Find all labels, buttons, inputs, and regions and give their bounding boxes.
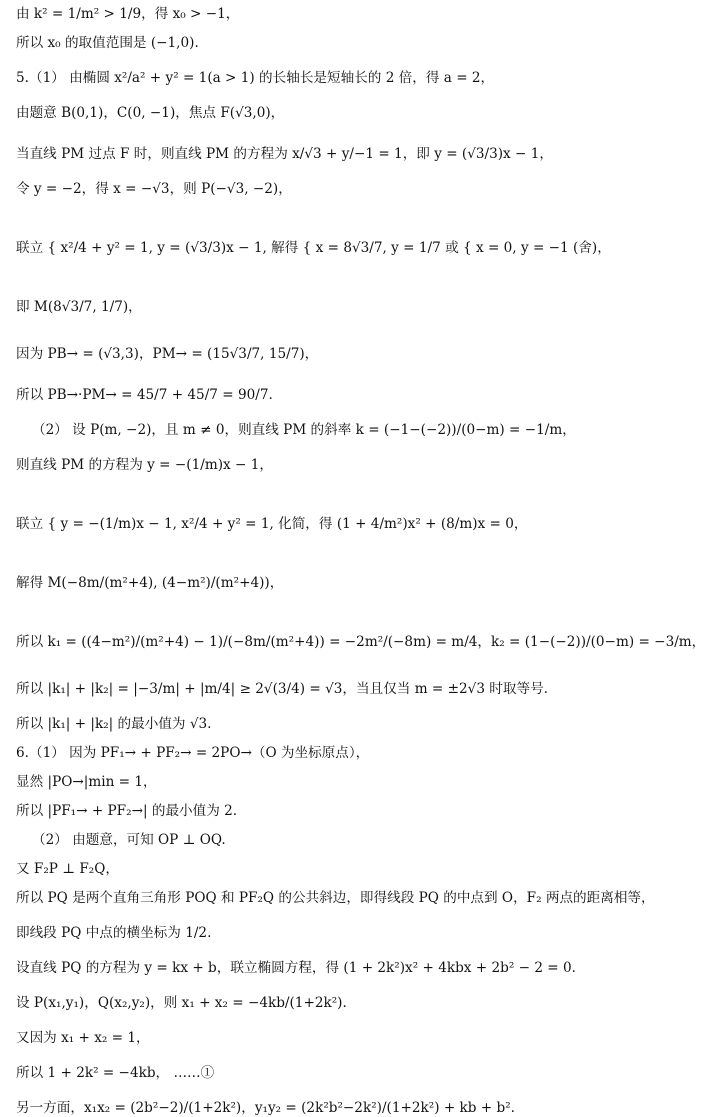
text-line-12: 则直线 PM 的方程为 y = −(1/m)x − 1， (16, 456, 273, 473)
text-line-2: 所以 x₀ 的取值范围是 (−1,0). (16, 34, 199, 51)
text-line-27: 又因为 x₁ + x₂ = 1， (16, 1029, 150, 1046)
text-line-1: 由 k² = 1/m² > 1/9，得 x₀ > −1， (16, 6, 240, 22)
text-line-17: 所以 |k₁| + |k₂| 的最小值为 √3. (16, 715, 212, 732)
text-line-24: 即线段 PQ 中点的横坐标为 1/2. (16, 924, 212, 941)
text-line-15: 所以 k₁ = ((4−m²)/(m²+4) − 1)/(−8m/(m²+4)) = −2m²/(−8m) = m/4，k₂ = (1−(−2))/(0−m) = −3/m， (16, 633, 705, 650)
text-line-19: 显然 |PO→|min = 1， (16, 773, 157, 790)
text-line-28: 所以 1 + 2k² = −4kb， ……① (16, 1064, 215, 1081)
text-line-9: 因为 PB→ = (√3,3)，PM→ = (15√3/7, 15/7)， (16, 345, 319, 362)
text-line-10: 所以 PB→·PM→ = 45/7 + 45/7 = 90/7. (16, 386, 273, 403)
text-line-25: 设直线 PQ 的方程为 y = kx + b，联立椭圆方程，得 (1 + 2k²)x² + 4kbx + 2b² − 2 = 0. (16, 959, 576, 976)
text-line-3: 5.（1） 由椭圆 x²/a² + y² = 1(a > 1) 的长轴长是短轴长的 2 倍，得 a = 2， (16, 69, 495, 86)
text-line-4: 由题意 B(0,1)，C(0, −1)，焦点 F(√3,0)， (16, 104, 285, 121)
text-line-16: 所以 |k₁| + |k₂| = |−3/m| + |m/4| ≥ 2√(3/4) = √3，当且仅当 m = ±2√3 时取等号. (16, 680, 548, 697)
text-line-5: 当直线 PM 过点 F 时，则直线 PM 的方程为 x/√3 + y/−1 = 1，即 y = (√3/3)x − 1， (16, 145, 553, 162)
text-line-14: 解得 M(−8m/(m²+4), (4−m²)/(m²+4))， (16, 574, 284, 591)
text-line-13: 联立 { y = −(1/m)x − 1, x²/4 + y² = 1, 化简，得 (1 + 4/m²)x² + (8/m)x = 0， (16, 515, 528, 532)
text-line-22: 又 F₂P ⊥ F₂Q， (16, 860, 119, 877)
text-line-6: 令 y = −2，得 x = −√3，则 P(−√3, −2)， (16, 180, 292, 197)
text-line-29: 另一方面，x₁x₂ = (2b²−2)/(1+2k²)，y₁y₂ = (2k²b²−2k²)/(1+2k²) + kb + b². (16, 1099, 515, 1116)
text-line-7: 联立 { x²/4 + y² = 1, y = (√3/3)x − 1, 解得 { x = 8√3/7, y = 1/7 或 { x = 0, y = −1 (舍)， (16, 239, 611, 256)
text-line-18: 6.（1） 因为 PF₁→ + PF₂→ = 2PO→（O 为坐标原点）， (16, 744, 370, 761)
text-line-11: （2） 设 P(m, −2)，且 m ≠ 0，则直线 PM 的斜率 k = (−1−(−2))/(0−m) = −1/m， (32, 421, 576, 438)
text-line-8: 即 M(8√3/7, 1/7)， (16, 298, 142, 315)
text-line-26: 设 P(x₁,y₁)，Q(x₂,y₂)，则 x₁ + x₂ = −4kb/(1+2k²). (16, 994, 347, 1011)
text-line-20: 所以 |PF₁→ + PF₂→| 的最小值为 2. (16, 802, 238, 819)
text-line-23: 所以 PQ 是两个直角三角形 POQ 和 PF₂Q 的公共斜边，即得线段 PQ 的中点到 O，F₂ 两点的距离相等， (16, 889, 655, 906)
text-line-21: （2） 由题意，可知 OP ⊥ OQ. (32, 831, 226, 848)
